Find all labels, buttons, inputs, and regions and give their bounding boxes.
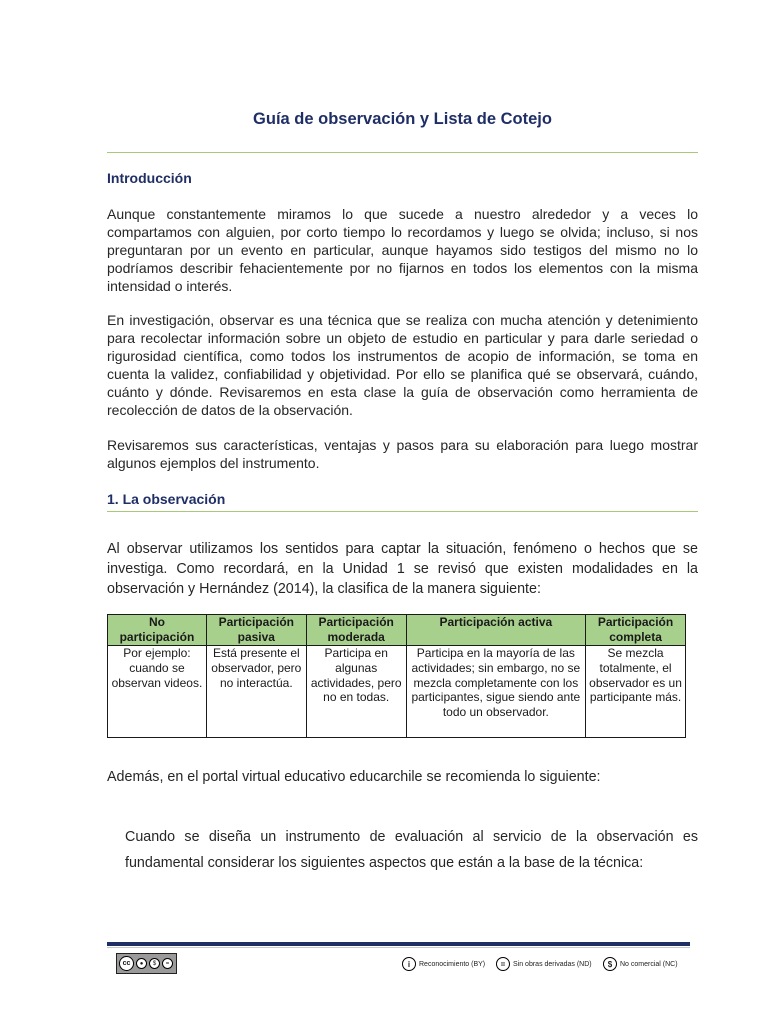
title-divider (107, 152, 698, 153)
license-nc (603, 956, 678, 972)
footer-bar (107, 942, 690, 946)
intro-paragraph-1: Aunque constantemente miramos lo que sucede a nuestro alrededor y a veces lo compartamos con alguien, por corto tiempo lo recordamos y luego se olvida; incluso, si nos preguntaran por un evento en particular, aunque hayamos sido testigos del mismo no lo podríamos describir fehacientemente por no fijarnos en todos los elementos con la misma intensidad o interés. (107, 206, 698, 294)
table-cell: Participa en la mayoría de las actividades; sin embargo, no se mezcla completamente con los participantes, sigue siendo ante todo un observador. (406, 646, 585, 738)
section-1-divider (107, 511, 698, 512)
table-cell: Se mezcla totalmente, el observador es un participante más. (586, 646, 686, 738)
license-nc-label: No comercial (NC) (620, 960, 678, 968)
after-table-paragraph: Además, en el portal virtual educativo educarchile se recomienda lo siguiente: (107, 769, 601, 785)
no-derivatives-small-icon: = (162, 958, 173, 969)
license-by-label: Reconocimiento (BY) (419, 960, 486, 968)
section-1-heading: 1. La observación (107, 491, 226, 507)
intro-paragraph-2: En investigación, observar es una técnica que se realiza con mucha atención y detenimiento para recolectar información sobre un objeto de estudio en particular y para darle seriedad o rigurosidad científica, como todos los instrumentos de acopio de información, se toma en cuenta la validez, confiabilidad y objetividad. Por ello se planifica qué se observará, cuándo, cuánto y dónde. Revisaremos en esta clase la guía de observación como herramienta de recolección de datos de la observación. (107, 312, 698, 418)
document-title: Guía de observación y Lista de Cotejo (253, 110, 552, 128)
table-header-cell: No participación (108, 615, 207, 646)
intro-paragraph-3: Revisaremos sus características, ventajas y pasos para su elaboración para luego mostrar algunos ejemplos del instrumento. (107, 437, 698, 471)
table-header-cell: Participación completa (586, 615, 686, 646)
attribution-small-icon: ● (136, 958, 147, 969)
table-cell: Está presente el observador, pero no interactúa. (206, 646, 306, 738)
table-header-cell: Participación pasiva (206, 615, 306, 646)
license-nd (496, 956, 592, 972)
non-commercial-icon: $ (603, 957, 617, 971)
attribution-icon: i (402, 957, 416, 971)
table-cell: Participa en algunas actividades, pero no en todas. (306, 646, 406, 738)
table-header-row (108, 615, 686, 646)
table-row (108, 646, 686, 738)
observation-modalities-table (107, 614, 686, 738)
license-nd-label: Sin obras derivadas (ND) (513, 960, 592, 968)
intro-heading: Introducción (107, 170, 192, 186)
section-1-paragraph: Al observar utilizamos los sentidos para captar la situación, fenómeno o hechos que se investiga. Como recordará, en la Unidad 1 se revisó que existen modalidades en la observación y Hernández (2014), la clasifica de la manera siguiente: (107, 541, 698, 597)
table-header-cell: Participación activa (406, 615, 585, 646)
no-derivatives-icon: = (496, 957, 510, 971)
license-by (402, 956, 485, 972)
creative-commons-badge (116, 953, 177, 974)
footer-bar-line (107, 947, 690, 948)
cc-icon: cc (119, 956, 134, 971)
table-header-cell: Participación moderada (306, 615, 406, 646)
non-commercial-small-icon: $ (149, 958, 160, 969)
table-cell: Por ejemplo: cuando se observan videos. (108, 646, 207, 738)
quote-paragraph: Cuando se diseña un instrumento de evaluación al servicio de la observación es fundamental considerar los siguientes aspectos que están a la base de la técnica: (125, 829, 698, 871)
